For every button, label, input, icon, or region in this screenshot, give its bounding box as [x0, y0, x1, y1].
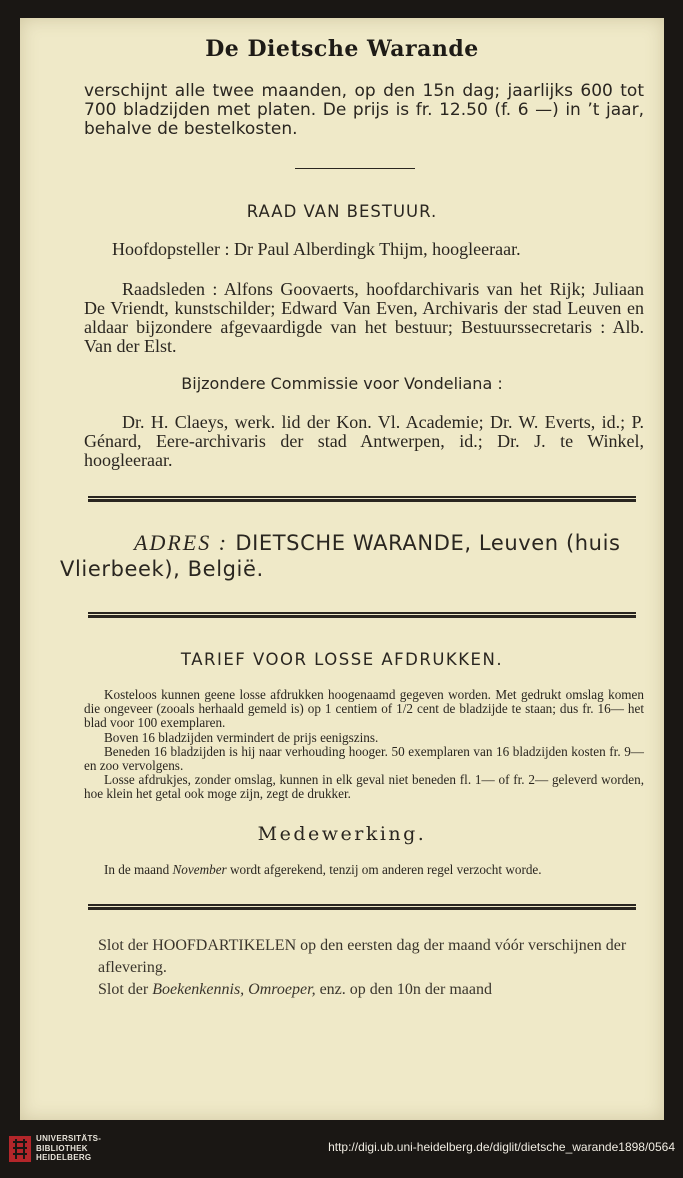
double-rule: [88, 612, 636, 618]
institution-name: [36, 1134, 101, 1163]
university-logo-icon: [8, 1134, 32, 1164]
slot-line2-pre: Slot der: [98, 981, 149, 998]
institution-line: UNIVERSITÄTS-: [36, 1134, 102, 1143]
address-text: DIETSCHE WARANDE, Leuven (huis Vlierbeek), België.: [60, 531, 621, 581]
double-rule: [88, 496, 636, 502]
medewerking-heading: Medewerking.: [257, 823, 427, 845]
raad-heading: RAAD VAN BESTUUR.: [246, 202, 438, 221]
medewerking-pre: In de maand: [104, 862, 170, 877]
slot-line: Slot der HOOFDARTIKELEN op den eersten dag der maand vóór verschijnen der aflevering.: [98, 937, 627, 976]
raadsleden-paragraph: Raadsleden : Alfons Goovaerts, hoofdarchivaris van het Rijk; Juliaan De Vriendt, kunstschilder; Edward Van Even, Archivaris der stad Leuven en aldaar bijzondere afgevaardigde van het bestuur; Bestuurssecretaris : Alb. Van der Elst.: [84, 279, 644, 356]
tarief-paragraph: Losse afdrukjes, zonder omslag, kunnen in elk geval niet beneden fl. 1— of fr. 2— geleverd worden, hoe klein het getal ook moge zijn, zegt de drukker.: [84, 772, 644, 802]
slot-line2-italic: Boekenkennis, Omroeper,: [152, 981, 316, 998]
slot-line2-post: enz. op den 10n der maand: [319, 981, 492, 998]
institution-line: BIBLIOTHEK: [36, 1143, 88, 1153]
tarief-paragraph: Boven 16 bladzijden vermindert de prijs eenigszins.: [104, 729, 379, 745]
medewerking-month: November: [172, 862, 227, 877]
slot-section: [98, 935, 658, 1001]
institution-line: HEIDELBERG: [36, 1153, 92, 1162]
medewerking-post: wordt afgerekend, tenzij om anderen regel verzocht worde.: [229, 862, 542, 877]
tarief-paragraph: Kosteloos kunnen geene losse afdrukken hoogenaamd gegeven worden. Met gedrukt omslag komen die ongeveer (zooals herhaald gemeld is) op 1 centiem of 1/2 cent de bladzijde te staan; dus fr. 16— het blad voor 100 exemplaren.: [84, 687, 644, 731]
tarief-paragraph: Beneden 16 bladzijden is hij naar verhouding hooger. 50 exemplaren van 16 bladzijden kosten fr. 9— en zoo vervolgens.: [84, 743, 644, 774]
address-block: [60, 530, 650, 582]
slot-line: [98, 979, 658, 1001]
tarief-heading: TARIEF VOOR LOSSE AFDRUKKEN.: [180, 650, 504, 669]
hoofdopsteller-line: Hoofdopsteller : Dr Paul Alberdingk Thijm, hoogleeraar.: [112, 239, 521, 259]
tarief-section: [84, 688, 644, 802]
permalink-url[interactable]: http://digi.ub.uni-heidelberg.de/diglit/dietsche_warande1898/0564: [328, 1140, 675, 1154]
commissie-paragraph: Dr. H. Claeys, werk. lid der Kon. Vl. Academie; Dr. W. Everts, id.; P. Génard, Eere-archivaris der stad Antwerpen, id.; Dr. J. te Winkel, hoogleeraar.: [84, 412, 644, 470]
intro-paragraph: verschijnt alle twee maanden, op den 15n dag; jaarlijks 600 tot 700 bladzijden met platen. De prijs is fr. 12.50 (f. 6 —) in ’t jaar, behalve de bestelkosten.: [84, 81, 644, 139]
commissie-heading: Bijzondere Commissie voor Vondeliana :: [181, 374, 503, 393]
document-page: [20, 18, 664, 1120]
viewer-footer: [0, 1120, 683, 1178]
address-label: ADRES :: [134, 530, 229, 555]
double-rule: [88, 904, 636, 910]
short-divider: [295, 168, 415, 169]
medewerking-paragraph: [84, 863, 644, 877]
running-title: De Dietsche Warande: [205, 36, 479, 62]
